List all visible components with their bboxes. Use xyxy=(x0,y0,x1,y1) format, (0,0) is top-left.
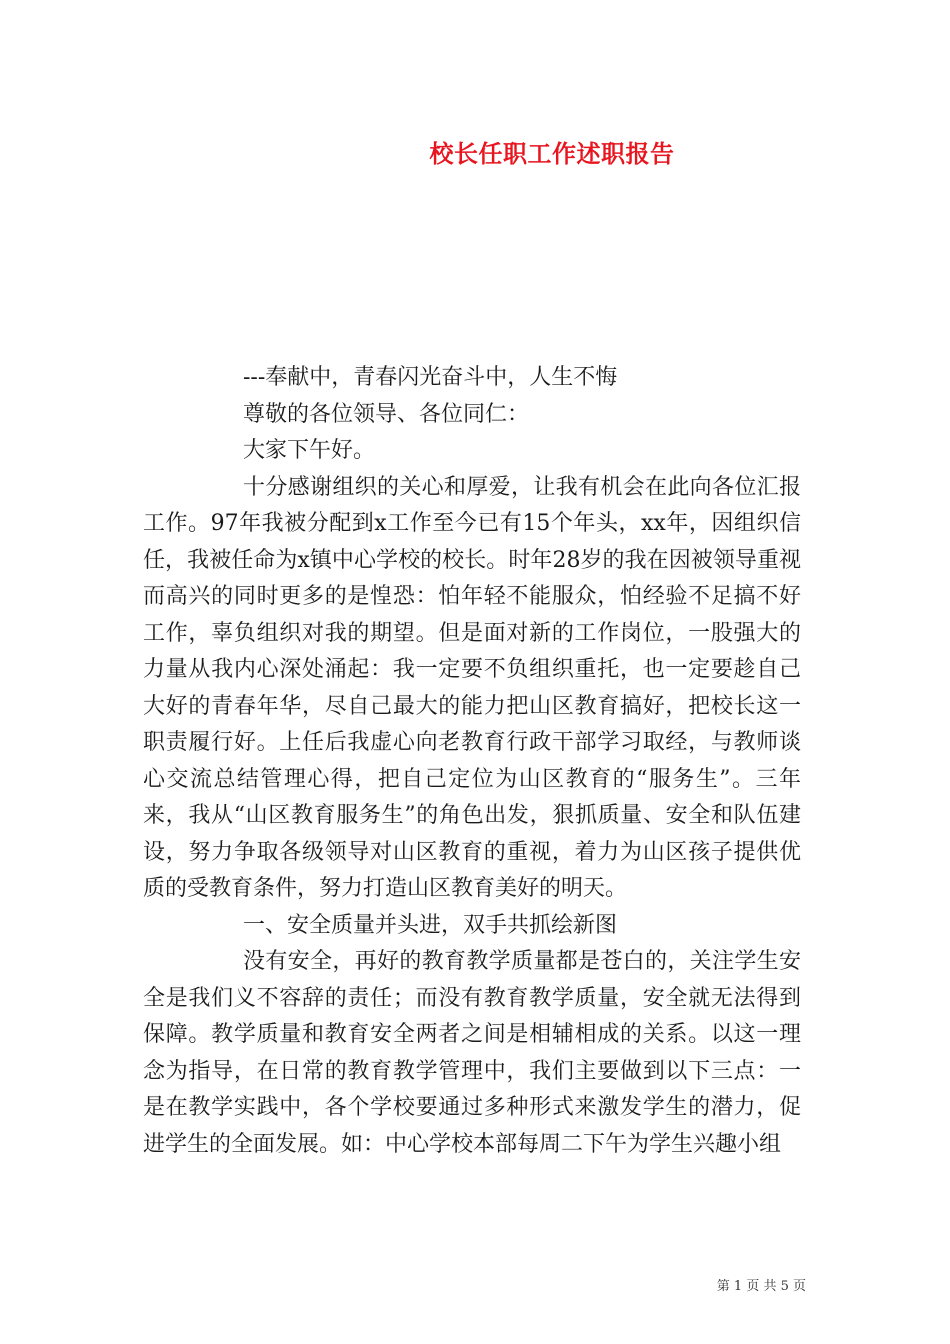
page-number-footer: 第 1 页 共 5 页 xyxy=(716,1279,806,1294)
paragraph-salutation: 尊敬的各位领导、各位同仁： xyxy=(243,401,530,427)
paragraph-subtitle: ---奉献中，青春闪光奋斗中，人生不悔 xyxy=(243,365,618,390)
document-body xyxy=(143,360,801,1163)
paragraph-greeting: 大家下午好。 xyxy=(243,438,376,463)
document-title: 校长任职工作述职报告 xyxy=(429,139,675,168)
paragraph-safety-quality: 没有安全，再好的教育教学质量都是苍白的，关注学生安全是我们义不容辞的责任；而没有教育教学质量，安全就无法得到保障。教学质量和教育安全两者之间是相辅相成的关系。以这一理念为指导，在日常的教育教学管理中，我们主要做到以下三点：一是在教学实践中，各个学校要通过多种形式来激发学生的潜力，促进学生的全面发展。如：中心学校本部每周二下午为学生兴趣小组 xyxy=(143,949,801,1157)
paragraph-intro: 十分感谢组织的关心和厚爱，让我有机会在此向各位汇报工作。97年我被分配到x工作至今已有15个年头，xx年，因组织信任，我被任命为x镇中心学校的校长。时年28岁的我在因被领导重视而高兴的同时更多的是惶恐：怕年轻不能服众，怕经验不足搞不好工作，辜负组织对我的期望。但是面对新的工作岗位，一股强大的力量从我内心深处涌起：我一定要不负组织重托，也一定要趁自己大好的青春年华，尽自己最大的能力把山区教育搞好，把校长这一职责履行好。上任后我虚心向老教育行政干部学习取经，与教师谈心交流总结管理心得，把自己定位为山区教育的“服务生”。三年来，我从“山区教育服务生”的角色出发，狠抓质量、安全和队伍建设，努力争取各级领导对山区教育的重视，着力为山区孩子提供优质的受教育条件，努力打造山区教育美好的明天。 xyxy=(143,474,801,901)
section-heading-1: 一、安全质量并头进，双手共抓绘新图 xyxy=(243,912,618,938)
